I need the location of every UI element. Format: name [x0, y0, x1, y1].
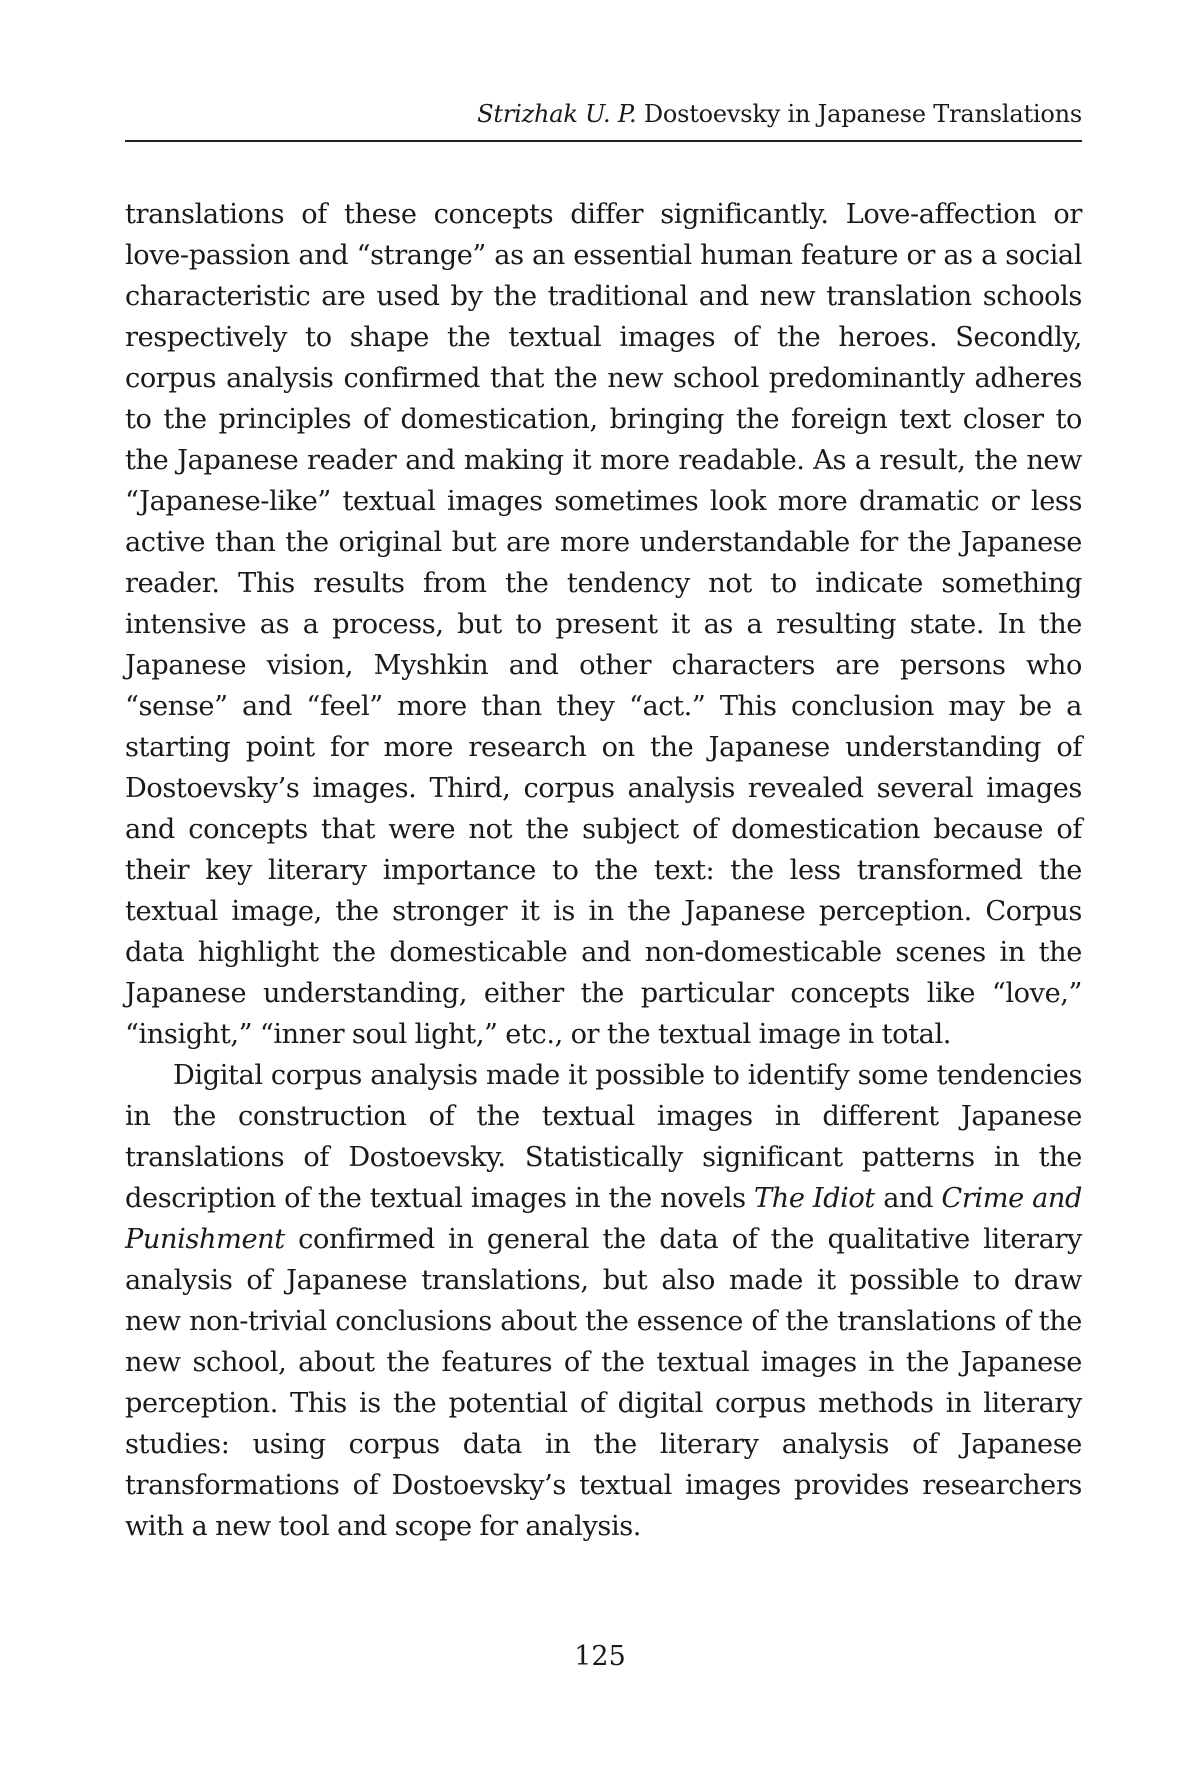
page-number: 125 — [574, 1641, 626, 1672]
novel-title-crime-and-punishment: Crime and Punishment — [125, 1183, 1082, 1255]
paragraph-2-part-2: and — [874, 1183, 942, 1214]
header-author: Strizhak U. P. — [477, 100, 637, 128]
running-header — [125, 98, 1082, 130]
novel-title-idiot: The Idiot — [753, 1183, 875, 1214]
paragraph-2 — [125, 1055, 1082, 1547]
body-text — [125, 194, 1082, 1547]
paragraph-2-part-1: Digital corpus analysis made it possible to identify some tendencies in the construction of the textual images in different Japanese translations of Dostoevsky. Statistically significant patterns in the description of the textual images in the novels — [125, 1060, 1082, 1214]
paragraph-2-part-3: confirmed in general the data of the qualitative literary analysis of Japanese translations, but also made it possible to draw new non-trivial conclusions about the essence of the translations of the new school, about the features of the textual images in the Japanese perception. This is the potential of digital corpus methods in literary studies: using corpus data in the literary analysis of Japanese transformations of Dostoevsky’s textual images provides researchers with a new tool and scope for analysis. — [125, 1224, 1082, 1542]
header-rule — [125, 140, 1082, 142]
header-title: Dostoevsky in Japanese Translations — [643, 100, 1082, 128]
paragraph-1: translations of these concepts differ significantly. Love-affection or love-passion and “strange” as an essential human feature or as a social characteristic are used by the traditional and new translation schools respectively to shape the textual images of the heroes. Secondly, corpus analysis confirmed that the new school predominantly adheres to the principles of domestication, bringing the foreign text closer to the Japanese reader and making it more readable. As a result, the new “Japanese-like” textual images sometimes look more dramatic or less active than the original but are more understandable for the Japanese reader. This results from the tendency not to indicate something intensive as a process, but to present it as a resulting state. In the Japanese vision, Myshkin and other characters are persons who “sense” and “feel” more than they “act.” This conclusion may be a starting point for more research on the Japanese understanding of Dostoevsky’s images. Third, corpus analysis revealed several images and concepts that were not the subject of domestication because of their key literary importance to the text: the less transformed the textual image, the stronger it is in the Japanese perception. Corpus data highlight the domesticable and non-domesticable scenes in the Japanese understanding, either the particular concepts like “love,” “insight,” “inner soul light,” etc., or the textual image in total. — [125, 199, 1082, 1050]
